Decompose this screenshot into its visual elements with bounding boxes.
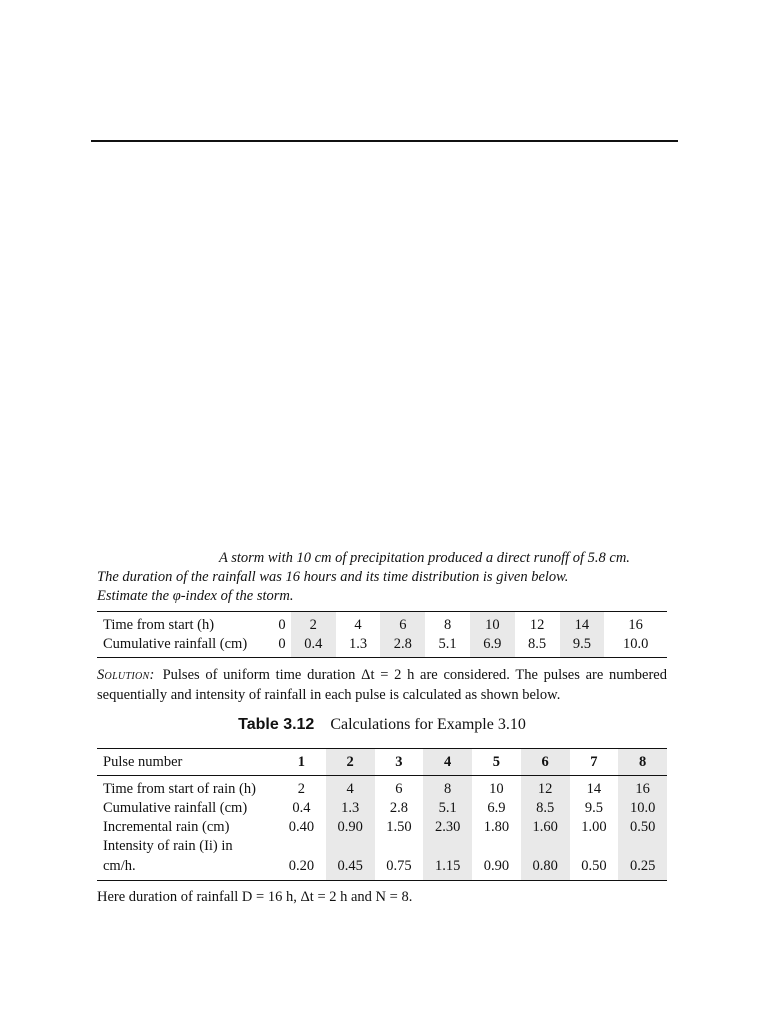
table-cell: 6.9 — [487, 800, 506, 816]
table-cell: 0.50 — [618, 818, 667, 837]
table-cell: 2.30 — [423, 818, 472, 837]
pulse-number: 4 — [423, 749, 472, 776]
table-row — [97, 635, 667, 658]
solution-text: Pulses of uniform time duration Δt = 2 h are considered. The pulses are numbered sequentially and intensity of rainfall in each pulse is calculated as shown below. — [97, 667, 667, 703]
footer-text: Here duration of rainfall D = 16 h, Δt = 2 h and N = 8. — [97, 889, 413, 905]
problem-statement — [97, 549, 667, 606]
solution-paragraph — [97, 665, 667, 705]
problem-line-2: The duration of the rainfall was 16 hours and its time distribution is given below. — [97, 569, 569, 585]
rainfall-data-table — [97, 611, 667, 658]
table-cell: 1.15 — [423, 856, 472, 881]
table-cell: 0.4 — [292, 800, 311, 816]
table-cell: 14 — [586, 781, 602, 797]
row-label: Time from start of rain (h) — [103, 781, 256, 797]
calculation-table — [97, 748, 667, 881]
table-cell: 2.8 — [389, 800, 408, 816]
table-cell: 6 — [395, 781, 403, 797]
row-label: Intensity of rain (Ii) in — [103, 838, 233, 854]
table-cell: 10 — [489, 781, 504, 797]
table-cell: 2.8 — [380, 635, 425, 658]
table-cell: 1.3 — [348, 636, 368, 652]
row-label: Incremental rain (cm) — [103, 819, 230, 835]
table-cell: 16 — [618, 776, 667, 800]
table-cell: 10 — [470, 612, 515, 636]
table-cell: 1.00 — [581, 819, 607, 835]
table-cell: 0.25 — [618, 856, 667, 881]
table-cell: 4 — [354, 617, 362, 633]
pulse-number: 6 — [521, 749, 570, 776]
pulse-number: 7 — [570, 749, 619, 776]
table-cell: 12 — [529, 617, 545, 633]
pulse-number: 2 — [326, 749, 375, 776]
table-cell: 0.40 — [288, 819, 315, 835]
table-row — [97, 818, 667, 837]
pulse-number: 3 — [375, 749, 424, 776]
table-cell: 12 — [521, 776, 570, 800]
solution-heading: Solution: — [97, 667, 155, 683]
table-cell: 0.75 — [386, 857, 412, 874]
table-cell: 0.80 — [521, 856, 570, 881]
table-cell: 0.50 — [581, 857, 607, 874]
table-cell: 9.5 — [560, 635, 605, 658]
table-cell: 14 — [560, 612, 605, 636]
table-cell: 8.5 — [528, 636, 547, 652]
table-cell: 0.90 — [483, 857, 510, 874]
table-cell: 0 — [278, 617, 286, 633]
table-cell: 10.0 — [622, 636, 649, 652]
table-row — [97, 837, 667, 856]
table-row — [97, 856, 667, 881]
pulse-number: 1 — [277, 749, 326, 776]
table-row — [97, 799, 667, 818]
table-cell: 0.20 — [288, 857, 315, 874]
table-number: Table 3.12 — [238, 716, 315, 733]
table-cell: 0.90 — [326, 818, 375, 837]
table-cell: 1.3 — [326, 799, 375, 818]
table-cell: 1.50 — [386, 819, 412, 835]
row-label: Cumulative rainfall (cm) — [103, 636, 248, 652]
table-cell: 2 — [291, 612, 336, 636]
table-cell: 0.4 — [291, 635, 336, 658]
table-cell: 4 — [326, 776, 375, 800]
table-cell: 10.0 — [618, 799, 667, 818]
header-label: Pulse number — [97, 749, 277, 776]
table-header-row — [97, 749, 667, 776]
table-cell: 5.1 — [423, 799, 472, 818]
table-cell: 2 — [297, 781, 305, 797]
table-cell: 8 — [423, 776, 472, 800]
table-cell: 6.9 — [470, 635, 515, 658]
table-cell: 8.5 — [521, 799, 570, 818]
table-cell: 1.60 — [521, 818, 570, 837]
table-cell: 8 — [443, 617, 452, 633]
table-cell: 9.5 — [584, 800, 603, 816]
table-row — [97, 776, 667, 800]
problem-line-1: A storm with 10 cm of precipitation produced a direct runoff of 5.8 cm. — [219, 550, 630, 566]
row-label: Time from start (h) — [103, 617, 215, 633]
row-label: Cumulative rainfall (cm) — [103, 800, 248, 816]
top-rule — [91, 140, 678, 142]
table-cell: 0.45 — [326, 856, 375, 881]
pulse-number: 5 — [472, 749, 521, 776]
table-cell: 1.80 — [483, 819, 510, 835]
table-title: Calculations for Example 3.10 — [330, 716, 526, 733]
table-caption — [97, 716, 667, 734]
row-label: cm/h. — [103, 857, 136, 874]
pulse-number: 8 — [618, 749, 667, 776]
table-cell: 16 — [628, 617, 643, 633]
table-row — [97, 612, 667, 636]
table-cell: 0 — [278, 636, 286, 652]
table-cell: 6 — [380, 612, 425, 636]
problem-line-3: Estimate the φ-index of the storm. — [97, 588, 294, 604]
table-cell: 5.1 — [438, 636, 457, 652]
